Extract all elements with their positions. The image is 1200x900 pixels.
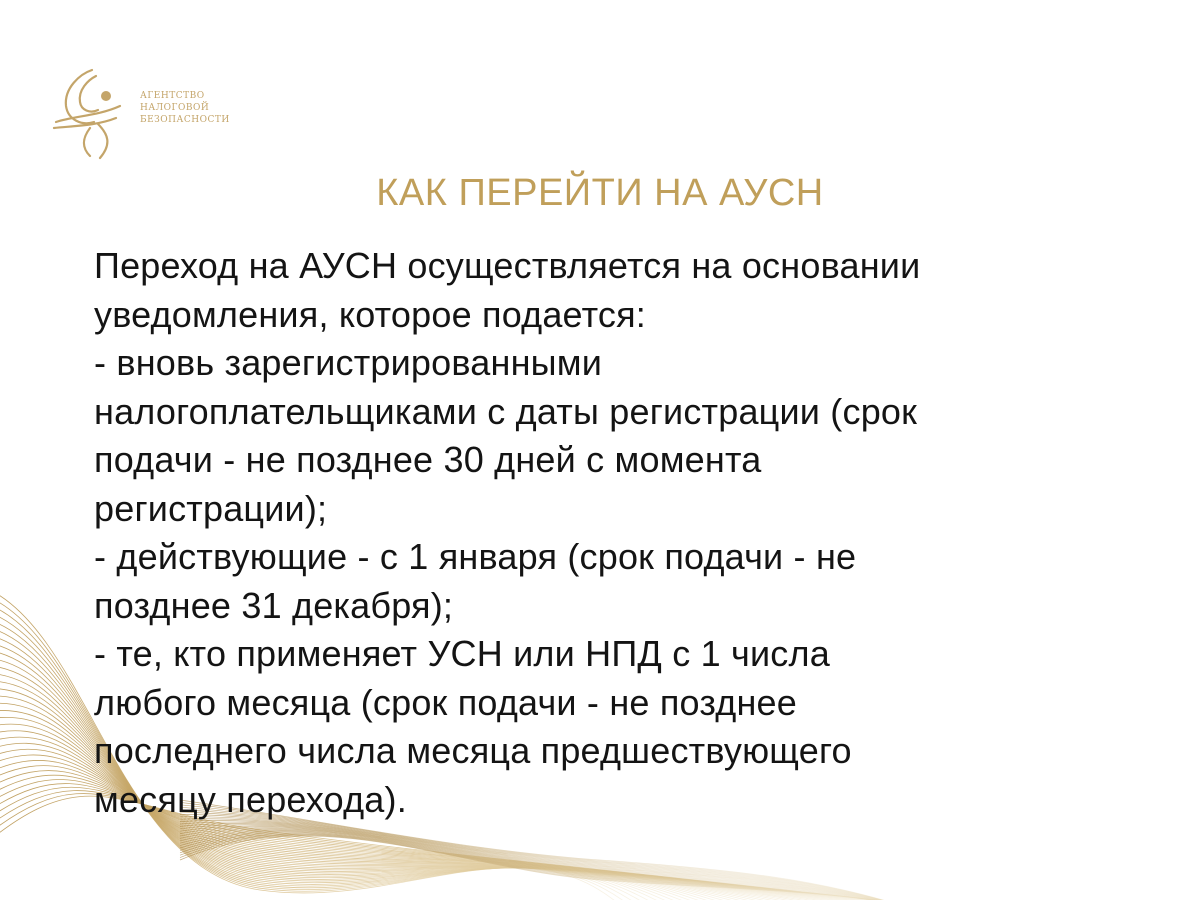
body-line: последнего числа месяца предшествующего — [94, 730, 852, 771]
body-line: - действующие - с 1 января (срок подачи - не — [94, 536, 857, 577]
wave-line — [180, 832, 900, 900]
body-line: налогоплательщиками с даты регистрации (срок — [94, 390, 918, 432]
body-line: любого месяца (срок подачи - не позднее — [94, 681, 797, 723]
wave-line — [180, 835, 900, 900]
logo-emblem-icon — [50, 66, 130, 162]
wave-line — [180, 819, 900, 900]
body-line: месяцу перехода). — [94, 778, 407, 820]
wave-line — [180, 826, 900, 900]
wave-line — [180, 820, 900, 900]
wave-line — [180, 827, 900, 900]
body-line: Переход на АУСН осуществляется на основании — [94, 245, 921, 286]
wave-line — [180, 831, 900, 900]
logo-line-2: НАЛОГОВОЙ — [140, 103, 210, 113]
wave-line — [180, 814, 900, 900]
wave-line — [180, 834, 900, 900]
wave-line — [180, 812, 900, 900]
wave-line — [180, 823, 900, 900]
wave-line — [180, 830, 900, 900]
wave-line — [180, 836, 900, 900]
wave-line — [180, 828, 900, 900]
body-line: позднее 31 декабря); — [94, 584, 454, 626]
body-line: - вновь зарегистрированными — [94, 342, 603, 383]
body-line: подачи - не позднее 30 дней с момента — [94, 439, 762, 480]
wave-line — [180, 817, 900, 900]
body-line: уведомления, которое подается: — [94, 293, 646, 335]
page-title: КАК ПЕРЕЙТИ НА АУСН — [376, 172, 824, 214]
logo-text — [140, 90, 260, 126]
wave-line — [180, 833, 900, 900]
agency-logo — [50, 66, 260, 162]
logo-line-1: АГЕНТСТВО — [140, 91, 205, 101]
wave-line — [180, 829, 900, 900]
wave-line — [180, 825, 900, 900]
logo-line-3: БЕЗОПАСНОСТИ — [140, 115, 230, 125]
wave-line — [180, 832, 900, 900]
wave-line — [180, 835, 900, 900]
body-line: регистрации); — [94, 487, 328, 529]
body-text — [94, 242, 1154, 824]
body-line: - те, кто применяет УСН или НПД с 1 числа — [94, 633, 830, 674]
wave-line — [180, 822, 900, 900]
